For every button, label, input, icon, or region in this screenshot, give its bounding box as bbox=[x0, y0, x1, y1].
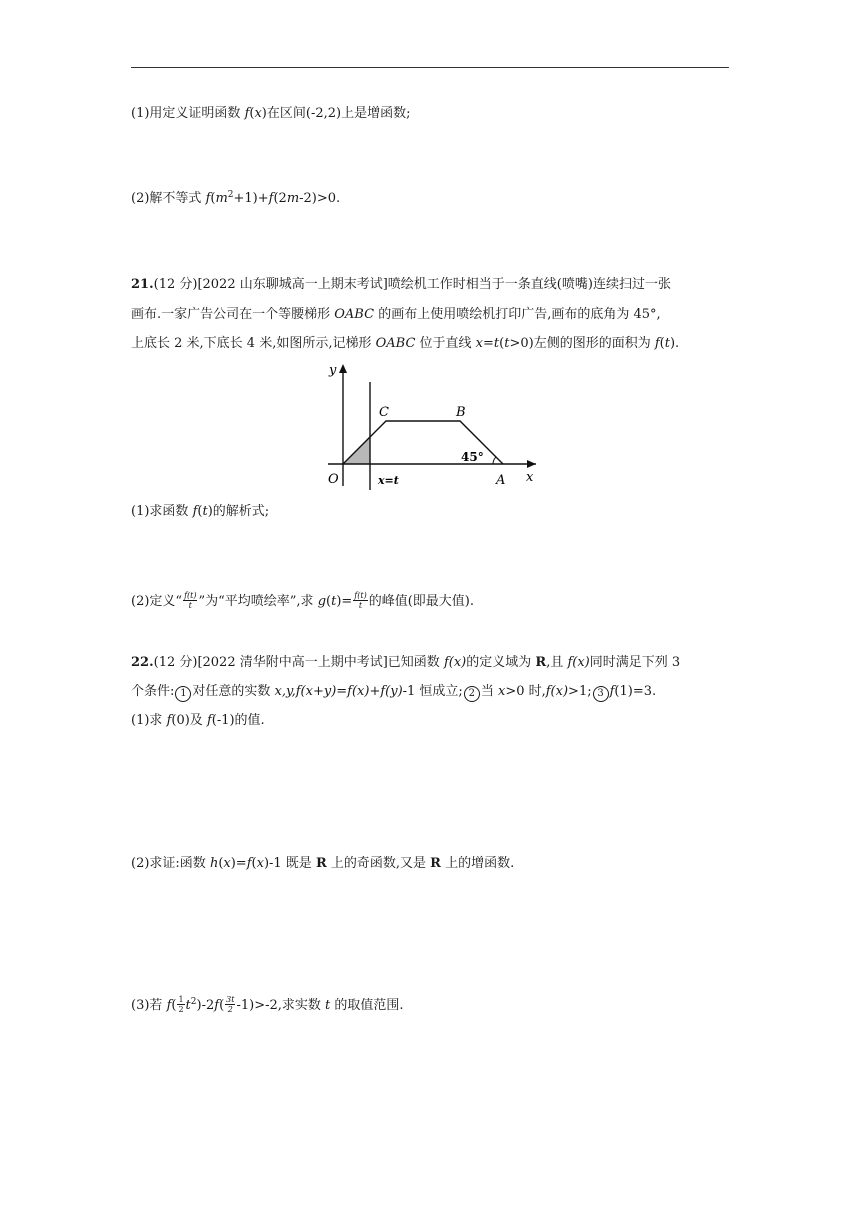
q21-line3-t3: t bbox=[664, 336, 670, 351]
q21-part1 bbox=[131, 503, 269, 521]
q21-line2-rest: 的画布上使用喷绘机打印广告,画布的底角为 45°, bbox=[374, 307, 661, 322]
q20-part2-exponent: 2 bbox=[227, 190, 234, 200]
q22-line1-mid: 的定义域为 bbox=[466, 655, 536, 670]
q21-part2-rest: 的峰值(即最大值). bbox=[368, 594, 474, 609]
q22-part2-f: f bbox=[246, 856, 252, 871]
q22-part3-t: t bbox=[325, 998, 331, 1013]
q21-part1-text: (1)求函数 bbox=[131, 504, 193, 519]
label-y: y bbox=[329, 363, 337, 378]
q22-line2-cond1-end: -1 恒成立; bbox=[402, 684, 463, 699]
q20-part1 bbox=[131, 105, 410, 123]
q21-line3-paren2: ( bbox=[659, 336, 665, 351]
q21-line3-f: f bbox=[654, 336, 660, 351]
q21-part1-rest: )的解析式; bbox=[207, 504, 270, 519]
q22-part3-exponent: 2 bbox=[190, 997, 197, 1007]
q22-part3-f1: f bbox=[166, 998, 172, 1013]
label-c: C bbox=[379, 405, 389, 420]
q22-line2-x: x bbox=[497, 684, 506, 699]
q20-part2 bbox=[131, 190, 340, 208]
q22-part3-p2: ( bbox=[219, 998, 225, 1013]
q21-line3-t1: t bbox=[493, 336, 500, 351]
q22-part2 bbox=[131, 855, 514, 873]
header-rule bbox=[131, 67, 729, 68]
q22-part2-mid2: 上的奇函数,又是 bbox=[326, 856, 431, 871]
q21-line1 bbox=[131, 276, 671, 294]
q21-line1-text: (12 分)[2022 山东聊城高一上期末考试]喷绘机工作时相当于一条直线(喷嘴)连续扫过一张 bbox=[153, 277, 671, 292]
q21-line3-mid: 位于直线 bbox=[415, 336, 476, 351]
q20-part1-f: f bbox=[244, 106, 250, 121]
angle-arc bbox=[493, 457, 496, 464]
q22-part3-mid: )-2 bbox=[196, 998, 215, 1013]
q21-line3-eq: = bbox=[483, 336, 494, 351]
q20-part2-f2: f bbox=[268, 191, 274, 206]
q22-line2-f: f bbox=[609, 684, 615, 699]
label-o: O bbox=[328, 472, 339, 487]
q22-line1-rest: 同时满足下列 3 bbox=[589, 655, 681, 670]
q22-part2-x1: x bbox=[223, 856, 231, 871]
q21-part2-t: t bbox=[331, 594, 337, 609]
q22-part1-rest: (-1)的值. bbox=[211, 713, 265, 728]
q22-part1 bbox=[131, 712, 265, 730]
q22-part3-f2: f bbox=[214, 998, 220, 1013]
q22-line2-cond2-mid: >0 时, bbox=[505, 684, 546, 699]
q22-part3-end: 的取值范围. bbox=[330, 998, 404, 1013]
q22-part2-h: h bbox=[209, 856, 219, 871]
fraction-denominator: t bbox=[188, 601, 192, 610]
q20-part1-x: x bbox=[254, 106, 262, 121]
q21-part2-mid: ”为“平均喷绘率”,求 bbox=[198, 594, 318, 609]
q21-line3-text: 上底长 2 米,下底长 4 米,如图所示,记梯形 bbox=[131, 336, 376, 351]
q22-line1 bbox=[131, 654, 680, 672]
q22-line2-text: 个条件: bbox=[131, 684, 175, 699]
q22-line1-fx: f(x) bbox=[443, 655, 467, 670]
q21-oabc: OABC bbox=[334, 307, 375, 322]
q20-part1-rest: )在区间(-2,2)上是增函数; bbox=[261, 106, 411, 121]
q20-part2-plus: +1)+ bbox=[233, 191, 269, 206]
q20-part2-rest: -2)>0. bbox=[299, 191, 341, 206]
q20-part2-m2: m bbox=[286, 191, 300, 206]
fraction-f-over-t-2 bbox=[353, 591, 367, 610]
q21-part2-g: g bbox=[317, 594, 327, 609]
q22-line2-cond2-end: >1; bbox=[568, 684, 592, 699]
fraction-one-half-den: 2 bbox=[178, 1005, 184, 1014]
q21-line3-rest: >0)左侧的图形的面积为 bbox=[509, 336, 655, 351]
q22-part3 bbox=[131, 996, 404, 1015]
q21-line2 bbox=[131, 306, 661, 324]
q20-part2-text: (2)解不等式 bbox=[131, 191, 206, 206]
q20-part2-m1: m bbox=[215, 191, 228, 206]
q21-line3 bbox=[131, 335, 679, 353]
q21-part1-f: f bbox=[192, 504, 198, 519]
q22-part2-rest: 上的增函数. bbox=[440, 856, 515, 871]
q22-line2-xy: x,y,f(x+y)=f(x)+f(y) bbox=[274, 684, 403, 699]
q21-part1-t: t bbox=[202, 504, 208, 519]
q22-part2-R2: R bbox=[430, 856, 441, 871]
q21-oabc-2: OABC bbox=[375, 336, 416, 351]
q22-part3-p1: ( bbox=[171, 998, 177, 1013]
q22-part2-p2: ( bbox=[251, 856, 257, 871]
q21-line3-x: x bbox=[475, 336, 484, 351]
label-a: A bbox=[496, 473, 506, 488]
q21-number: 21. bbox=[131, 277, 154, 292]
q22-part1-f2: f bbox=[206, 713, 212, 728]
q22-part3-text: (3)若 bbox=[131, 998, 167, 1013]
label-x-eq-t: x=t bbox=[378, 474, 399, 487]
q22-part2-p1: ( bbox=[218, 856, 224, 871]
fraction-numerator-2: f(t) bbox=[354, 591, 367, 600]
circled-2: 2 bbox=[464, 686, 480, 702]
q22-part2-mid: )-1 既是 bbox=[263, 856, 316, 871]
q22-line2-cond3: (1)=3. bbox=[614, 684, 657, 699]
q22-line1-R: R bbox=[535, 655, 547, 670]
q22-part2-text: (2)求证:函数 bbox=[131, 856, 210, 871]
q22-line1-text: (12 分)[2022 清华附中高一上期中考试]已知函数 bbox=[153, 655, 444, 670]
q22-part1-mid: (0)及 bbox=[171, 713, 207, 728]
fraction-3t-half-num: 3t bbox=[226, 995, 235, 1004]
y-axis-arrow bbox=[339, 364, 347, 373]
q22-part1-f1: f bbox=[166, 713, 172, 728]
q21-part2-text: (2)定义“ bbox=[131, 594, 183, 609]
x-axis-arrow bbox=[527, 460, 536, 468]
q20-part2-two: (2 bbox=[273, 191, 287, 206]
circled-3: 3 bbox=[593, 686, 609, 702]
q22-part1-text: (1)求 bbox=[131, 713, 167, 728]
q21-line3-end: ). bbox=[669, 336, 680, 351]
q22-line1-fx2: f(x) bbox=[567, 655, 590, 670]
fraction-numerator: f(t) bbox=[184, 591, 197, 600]
q21-part2-eq: )= bbox=[336, 594, 353, 609]
trapezoid-figure bbox=[322, 360, 544, 490]
label-b: B bbox=[456, 405, 466, 420]
q22-line2 bbox=[131, 683, 656, 702]
q20-part2-paren: ( bbox=[210, 191, 216, 206]
q20-part1-text: (1)用定义证明函数 bbox=[131, 106, 245, 121]
q22-part2-R1: R bbox=[315, 856, 327, 871]
q22-line2-fx: f(x) bbox=[545, 684, 569, 699]
q22-line2-cond2: 当 bbox=[480, 684, 498, 699]
circled-1: 1 bbox=[175, 686, 191, 702]
q20-part2-f1: f bbox=[205, 191, 211, 206]
q22-part2-eq: )= bbox=[230, 856, 247, 871]
fraction-one-half bbox=[177, 995, 184, 1014]
q21-part2 bbox=[131, 592, 474, 611]
q21-part2-paren: ( bbox=[326, 594, 332, 609]
q21-line2-text: 画布.一家广告公司在一个等腰梯形 bbox=[131, 307, 335, 322]
label-angle: 45° bbox=[461, 450, 484, 464]
fraction-3t-half bbox=[225, 995, 235, 1014]
q22-line2-cond1: 对任意的实数 bbox=[192, 684, 275, 699]
q21-line3-t2: t bbox=[504, 336, 510, 351]
q22-number: 22. bbox=[131, 655, 154, 670]
label-x: x bbox=[526, 470, 534, 485]
fraction-3t-half-den: 2 bbox=[227, 1005, 233, 1014]
fraction-f-over-t bbox=[183, 591, 197, 610]
q21-line3-paren: ( bbox=[499, 336, 505, 351]
q22-part3-t1: t bbox=[185, 998, 191, 1013]
fraction-denominator-2: t bbox=[358, 601, 363, 610]
q22-part3-rest: -1)>-2,求实数 bbox=[236, 998, 326, 1013]
q22-part2-x2: x bbox=[256, 856, 264, 871]
fraction-one-half-num: 1 bbox=[178, 995, 184, 1004]
q21-part1-paren: ( bbox=[197, 504, 203, 519]
q20-part1-paren: ( bbox=[249, 106, 255, 121]
q22-line1-comma: ,且 bbox=[546, 655, 568, 670]
